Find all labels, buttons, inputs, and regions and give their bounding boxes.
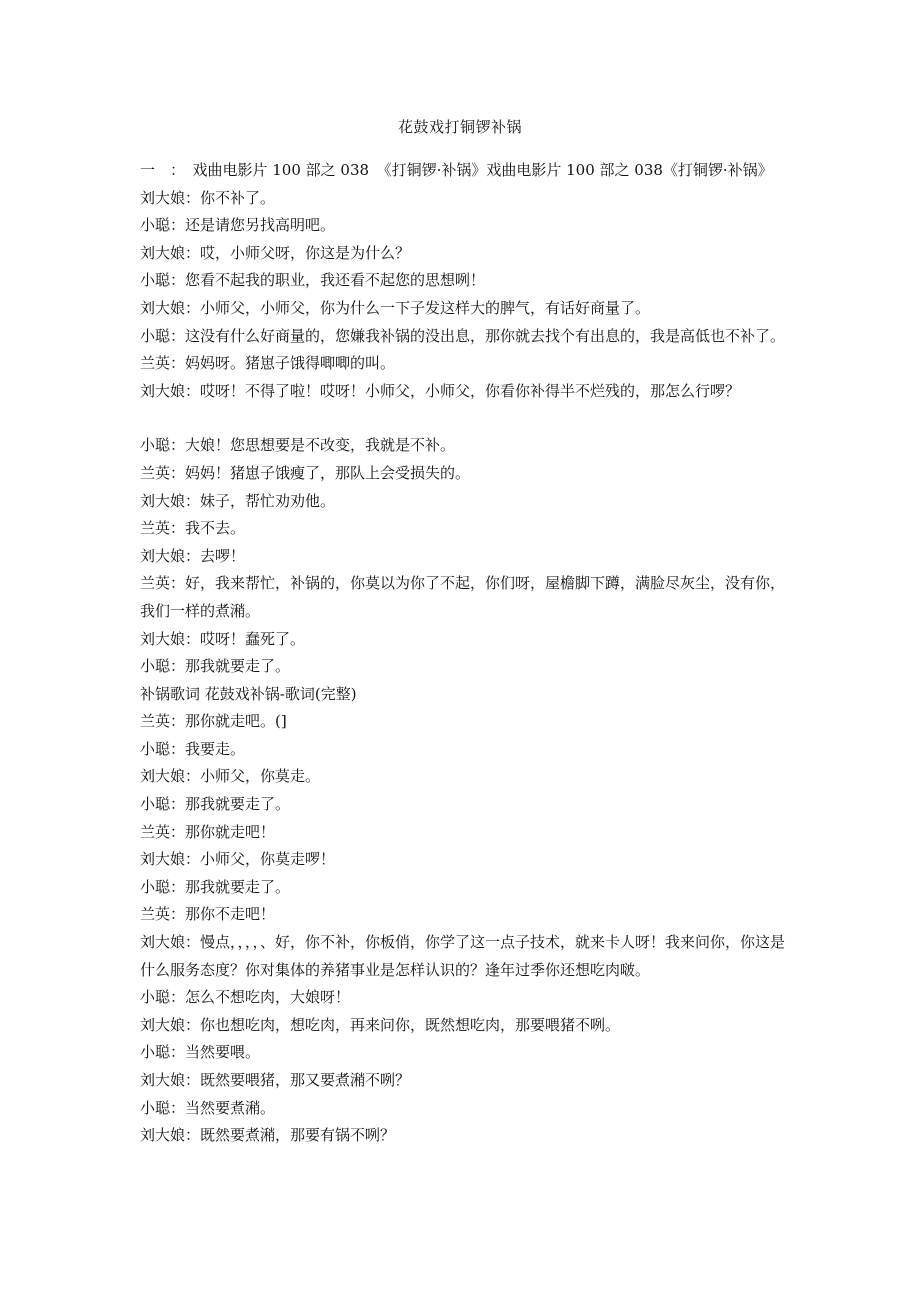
dialogue-line: 小聪：那我就要走了。 bbox=[140, 877, 291, 896]
dialogue-line: 小聪：当然要煮潲。 bbox=[140, 1098, 276, 1117]
dialogue-line: 刘大娘：既然要煮潲，那要有锅不咧？ bbox=[140, 1126, 396, 1145]
document-title: 花鼓戏打铜锣补锅 bbox=[397, 118, 522, 136]
dialogue-line: 刘大娘：哎，小师父呀，你这是为什么？ bbox=[140, 243, 411, 262]
dialogue-line: 兰英：我不去。 bbox=[140, 519, 246, 538]
dialogue-line: 小聪：那我就要走了。 bbox=[140, 795, 291, 814]
dialogue-line: 刘大娘：小师父，你莫走啰！ bbox=[140, 850, 336, 869]
dialogue-line: 兰英：好，我来帮忙，补锅的，你莫以为你了不起，你们呀，屋檐脚下蹲，满脸尽灰尘，没有你，我们一样的煮潲。 bbox=[140, 574, 786, 620]
dialogue-line: 小聪：那我就要走了。 bbox=[140, 657, 291, 676]
dialogue-line: 小聪：当然要喂。 bbox=[140, 1043, 261, 1062]
dialogue-line: 刘大娘：既然要喂猪，那又要煮潲不咧？ bbox=[140, 1071, 411, 1089]
dialogue-line: 小聪：大娘！您思想要是不改变，我就是不补。 bbox=[140, 436, 456, 455]
header-line: 一 ： 戏曲电影片 100 部之 038 《打铜锣·补锅》戏曲电影片 100 部之 038《打铜锣·补锅》 bbox=[140, 161, 773, 179]
dialogue-line: 刘大娘：小师父，小师父，你为什么一下子发这样大的脾气，有话好商量了。 bbox=[140, 298, 651, 317]
dialogue-line: 刘大娘：慢点，，，，、好，你不补，你板俏，你学了这一点子技术，就来卡人呀！我来问你，你这是什么服务态度？你对集体的养猪事业是怎样认识的？逢年过季你还想吃肉啵。 bbox=[140, 933, 786, 979]
dialogue-line: 小聪：还是请您另找高明吧。 bbox=[140, 216, 336, 235]
dialogue-line: 小聪：我要走。 bbox=[140, 739, 246, 758]
dialogue-line: 兰英：那你不走吧！ bbox=[140, 905, 276, 924]
dialogue-line: 兰英：妈妈！猪崽子饿瘦了，那队上会受损失的。 bbox=[140, 463, 471, 482]
dialogue-line: 兰英：妈妈呀。猪崽子饿得唧唧的叫。 bbox=[140, 354, 396, 373]
dialogue-line: 刘大娘：哎呀！蠢死了。 bbox=[140, 629, 306, 648]
dialogue-line: 小聪：怎么不想吃肉，大娘呀！ bbox=[140, 988, 351, 1007]
dialogue-line: 刘大娘：小师父，你莫走。 bbox=[140, 767, 321, 786]
document-body bbox=[140, 157, 790, 1150]
dialogue-line: 刘大娘：哎呀！不得了啦！哎呀！小师父，小师父，你看你补得半不烂残的，那怎么行啰？ bbox=[140, 381, 741, 400]
dialogue-line: 刘大娘：去啰！ bbox=[140, 546, 246, 565]
dialogue-line: 刘大娘：妹子，帮忙劝劝他。 bbox=[140, 491, 336, 510]
dialogue-line: 刘大娘：你也想吃肉，想吃肉，再来问你，既然想吃肉，那要喂猪不咧。 bbox=[140, 1015, 621, 1034]
dialogue-line: 刘大娘：你不补了。 bbox=[140, 188, 276, 207]
dialogue-line: 小聪：您看不起我的职业，我还看不起您的思想咧！ bbox=[140, 271, 486, 290]
dialogue-line: 兰英：那你就走吧！ bbox=[140, 822, 276, 841]
dialogue-line: 兰英：那你就走吧。(] bbox=[140, 712, 287, 731]
lyrics-reference-line: 补锅歌词 花鼓戏补锅-歌词(完整) bbox=[140, 684, 357, 703]
dialogue-line: 小聪：这没有什么好商量的，您嫌我补锅的没出息，那你就去找个有出息的，我是高低也不补了。 bbox=[140, 326, 786, 345]
